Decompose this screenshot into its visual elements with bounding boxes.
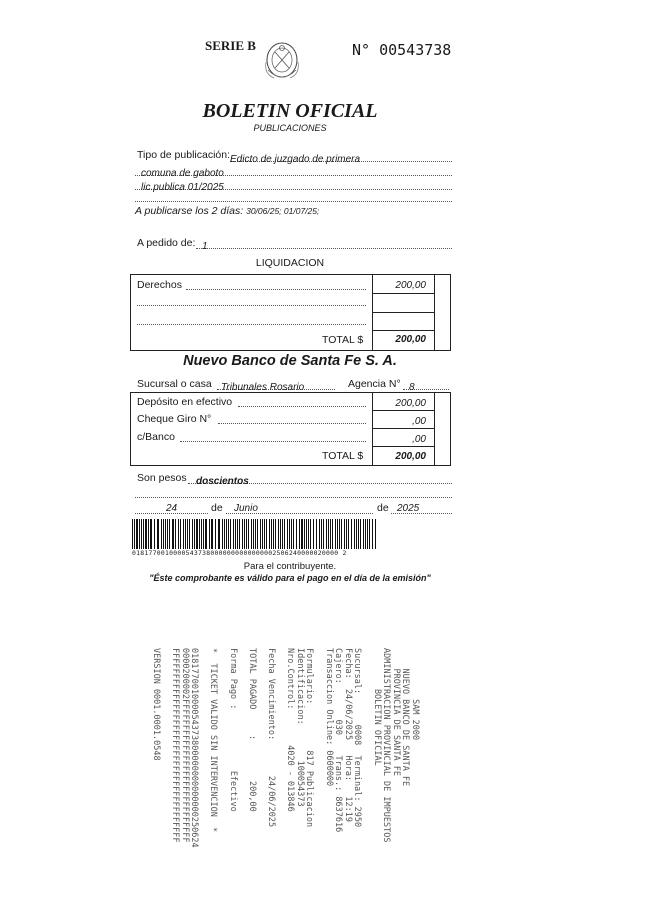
barcode-bar	[369, 519, 370, 549]
derechos-dots	[186, 279, 366, 290]
cheque-label: Cheque Giro N°	[137, 413, 212, 425]
agencia-line	[403, 377, 449, 393]
document-subtitle: PUBLICACIONES	[253, 123, 327, 133]
barcode-bar	[264, 519, 265, 549]
barcode-bar	[172, 519, 174, 549]
barcode-bar	[296, 519, 297, 549]
barcode-bar	[280, 519, 281, 549]
barcode-bar	[335, 519, 336, 549]
barcode-bar	[239, 519, 240, 549]
cheque-dots	[218, 413, 366, 424]
liquidacion-blank-line-1	[137, 297, 366, 306]
barcode	[132, 519, 450, 549]
serial-prefix: N°	[352, 41, 371, 59]
barcode-bar	[339, 519, 340, 549]
cbanco-label: c/Banco	[137, 431, 175, 443]
serial-value: 00543738	[379, 41, 452, 59]
date-month: Junio	[234, 503, 258, 514]
bank-name: Nuevo Banco de Santa Fe S. A.	[183, 353, 397, 369]
publicar-row	[135, 205, 319, 217]
barcode-bar	[289, 519, 290, 549]
barcode-bar	[313, 519, 314, 549]
payment-receipt	[140, 648, 420, 903]
receipt-line: 018177001000054373800000000000000250624	[189, 648, 200, 848]
coat-of-arms-seal	[262, 40, 302, 84]
barcode-bar	[157, 519, 159, 549]
agencia-value: 8	[409, 382, 415, 393]
barcode-bar	[341, 519, 342, 549]
publicar-dates: 30/06/25; 01/07/25;	[246, 206, 320, 216]
barcode-bar	[141, 519, 142, 549]
barcode-digits: 01817700100005437380000000000000002506240000020000 2	[132, 549, 347, 557]
serie-label: SERIE B	[205, 38, 256, 53]
liquidacion-row-line	[372, 330, 434, 331]
barcode-bar	[330, 519, 331, 549]
barcode-bar	[293, 519, 294, 549]
derechos-amount: 200,00	[395, 280, 426, 291]
barcode-bar	[328, 519, 329, 549]
liquidacion-row-line	[372, 293, 434, 294]
barcode-bar	[375, 519, 376, 549]
tipo-value-1: Edicto de juzgado de primera	[230, 154, 361, 165]
barcode-bar	[175, 519, 176, 549]
barcode-bar	[246, 519, 247, 549]
barcode-bar	[150, 519, 152, 549]
tipo-line-3	[135, 177, 452, 193]
barcode-bar	[192, 519, 193, 549]
barcode-bar	[235, 519, 236, 549]
barcode-bar	[306, 519, 307, 549]
receipt-line: Identificacion: 100054373	[294, 648, 305, 807]
barcode-bar	[189, 519, 190, 549]
barcode-bar	[360, 519, 361, 549]
barcode-bar	[161, 519, 162, 549]
cbanco-amount: ,00	[412, 434, 426, 445]
deposito-dots	[238, 396, 366, 407]
receipt-line: Fecha: 24/06/2025 Hora: 12:19	[342, 648, 353, 822]
barcode-bar	[316, 519, 317, 549]
barcode-bar	[310, 519, 311, 549]
barcode-bar	[134, 519, 135, 549]
barcode-bar	[163, 519, 164, 549]
contribuyente-note: Para el contribuyente.	[243, 561, 337, 572]
date-year-line	[391, 502, 452, 514]
barcode-bar	[372, 519, 373, 549]
barcode-bar	[196, 519, 198, 549]
receipt-line: PROVINCIA DE SANTA FE	[390, 648, 401, 776]
barcode-bar	[273, 519, 274, 549]
receipt-line: NUEVO BANCO DE SANTA FE	[400, 648, 411, 787]
barcode-bar	[257, 519, 258, 549]
date-month-line	[226, 502, 373, 514]
receipt-line: BOLETIN OFICIAL	[371, 648, 382, 766]
barcode-bar	[262, 519, 263, 549]
receipt-line: FFFFFFFFFFFFFFFFFFFFFFFFFFFFFFFFFFFFFF	[170, 648, 180, 843]
pedido-value: 1	[202, 241, 208, 252]
barcode-bar	[218, 519, 220, 549]
barcode-bar	[351, 519, 352, 549]
tipo-value-3: lic.publica 01/2025	[141, 182, 224, 193]
receipt-line: Sucursal: 0008 Terminal: 2950	[352, 648, 363, 828]
deposit-total-label: TOTAL $	[322, 450, 364, 462]
date-day: 24	[165, 503, 178, 514]
barcode-bar	[363, 519, 364, 549]
barcode-bar	[165, 519, 166, 549]
receipt-line: Nro.Control: 4020 - 013846	[285, 648, 296, 812]
sucursal-label: Sucursal o casa	[137, 378, 212, 390]
date-day-line	[135, 502, 208, 514]
son-pesos-line-2	[135, 487, 452, 498]
barcode-bar	[321, 519, 322, 549]
publicar-label: A publicarse los 2 días:	[135, 205, 244, 217]
receipt-line: TOTAL PAGADO : 200,00	[246, 648, 257, 812]
barcode-bar	[354, 519, 355, 549]
deposito-label: Depósito en efectivo	[137, 396, 233, 408]
barcode-bar	[255, 519, 256, 549]
barcode-bar	[367, 519, 368, 549]
validity-note: "Éste comprobante es válido para el pago en el día de la emisión"	[149, 573, 431, 583]
receipt-line: SAM 2000	[410, 648, 420, 741]
barcode-bar	[269, 519, 270, 549]
deposit-row-line	[372, 428, 434, 429]
date-year: 2025	[397, 503, 420, 514]
barcode-bar	[203, 519, 204, 549]
barcode-bar	[228, 519, 229, 549]
barcode-bar	[248, 519, 249, 549]
serial-number	[352, 41, 451, 59]
barcode-bar	[145, 519, 147, 549]
barcode-bar	[323, 519, 324, 549]
barcode-bar	[358, 519, 359, 549]
barcode-bar	[299, 519, 300, 549]
barcode-bar	[346, 519, 347, 549]
barcode-bar	[301, 519, 303, 549]
barcode-bar	[344, 519, 345, 549]
barcode-bar	[266, 519, 267, 549]
liquidacion-col-divider-2	[434, 274, 435, 350]
date-row	[135, 502, 452, 514]
deposit-col-divider-2	[434, 392, 435, 465]
barcode-bar	[356, 519, 357, 549]
tipo-line-2	[135, 163, 452, 179]
barcode-bar	[183, 519, 184, 549]
sucursal-value: Tribunales Rosario	[221, 382, 305, 393]
barcode-bar	[319, 519, 320, 549]
barcode-bar	[326, 519, 327, 549]
cbanco-dots	[180, 431, 366, 442]
liquidacion-title: LIQUIDACION	[255, 257, 325, 269]
receipt-line: Transaccion Online: 0600000	[323, 648, 334, 787]
barcode-bar	[215, 519, 216, 549]
barcode-bar	[332, 519, 333, 549]
barcode-bar	[251, 519, 252, 549]
liquidacion-total-label: TOTAL $	[322, 334, 364, 346]
deposit-total-amount: 200,00	[395, 451, 426, 462]
barcode-bar	[194, 519, 195, 549]
deposit-row-line	[372, 410, 434, 411]
barcode-bar	[304, 519, 305, 549]
tipo-line-4	[135, 191, 452, 202]
barcode-bar	[365, 519, 366, 549]
barcode-bar	[308, 519, 309, 549]
document-title: BOLETIN OFICIAL	[202, 100, 378, 122]
liquidacion-blank-line-2	[137, 316, 366, 325]
tipo-label: Tipo de publicación:	[137, 149, 231, 161]
barcode-bar	[148, 519, 149, 549]
son-pesos-value: doscientos	[196, 476, 249, 487]
barcode-bar	[237, 519, 238, 549]
barcode-bar	[348, 519, 349, 549]
tipo-line-1	[230, 149, 452, 165]
barcode-bar	[201, 519, 202, 549]
barcode-bar	[167, 519, 168, 549]
liquidacion-total-amount: 200,00	[395, 334, 426, 345]
receipt-line: Formulario: 817 Publicacion	[304, 648, 315, 828]
barcode-bar	[230, 519, 231, 549]
barcode-bar	[337, 519, 338, 549]
date-de-2: de	[377, 502, 389, 514]
deposit-row-line	[372, 446, 434, 447]
barcode-bar	[291, 519, 292, 549]
barcode-bar	[282, 519, 283, 549]
barcode-bar	[199, 519, 200, 549]
barcode-bar	[136, 519, 138, 549]
barcode-bar	[185, 519, 186, 549]
receipt-line: Fecha Vencimiento: 24/06/2025	[266, 648, 276, 828]
barcode-bar	[132, 519, 133, 549]
barcode-bar	[209, 519, 210, 549]
pedido-label: A pedido de:	[137, 237, 196, 249]
barcode-bar	[205, 519, 207, 549]
barcode-bar	[224, 519, 225, 549]
barcode-bar	[154, 519, 155, 549]
barcode-bar	[139, 519, 140, 549]
barcode-bar	[169, 519, 170, 549]
barcode-bar	[242, 519, 243, 549]
barcode-bar	[180, 519, 181, 549]
barcode-bar	[226, 519, 227, 549]
date-de-1: de	[211, 502, 223, 514]
barcode-bar	[287, 519, 288, 549]
barcode-bar	[233, 519, 234, 549]
barcode-bar	[143, 519, 144, 549]
receipt-line: Cajero: 030 Trans.: 8637616	[333, 648, 344, 833]
son-pesos-line	[188, 471, 452, 487]
barcode-bar	[275, 519, 276, 549]
tipo-value-2: comuna de gaboto	[141, 168, 224, 179]
pedido-line	[196, 236, 452, 252]
barcode-bar	[222, 519, 223, 549]
barcode-bar	[244, 519, 245, 549]
cheque-amount: ,00	[412, 416, 426, 427]
son-pesos-label: Son pesos	[137, 472, 187, 484]
deposito-amount: 200,00	[395, 398, 426, 409]
barcode-bar	[260, 519, 261, 549]
liquidacion-row-line	[372, 312, 434, 313]
sucursal-line	[217, 377, 335, 393]
barcode-bar	[278, 519, 279, 549]
barcode-bar	[187, 519, 188, 549]
receipt-line: VERSION 0001.0001.0548	[150, 648, 161, 761]
barcode-bar	[211, 519, 213, 549]
receipt-line: ADMINISTRACION PROVINCIAL DE IMPUESTOS	[381, 648, 392, 843]
barcode-bar	[253, 519, 254, 549]
barcode-bar	[271, 519, 272, 549]
derechos-label: Derechos	[137, 279, 182, 291]
receipt-line: 0000200002FFFFFFFFFFFFFFFFFFFFFFFFFFFF	[179, 648, 190, 843]
barcode-bar	[178, 519, 179, 549]
receipt-line: Forma Pago : Efectivo	[227, 648, 238, 812]
agencia-label: Agencia N°	[348, 378, 401, 390]
receipt-line: * TICKET VALIDO SIN INTERVENCION *	[208, 648, 219, 833]
barcode-bar	[284, 519, 285, 549]
